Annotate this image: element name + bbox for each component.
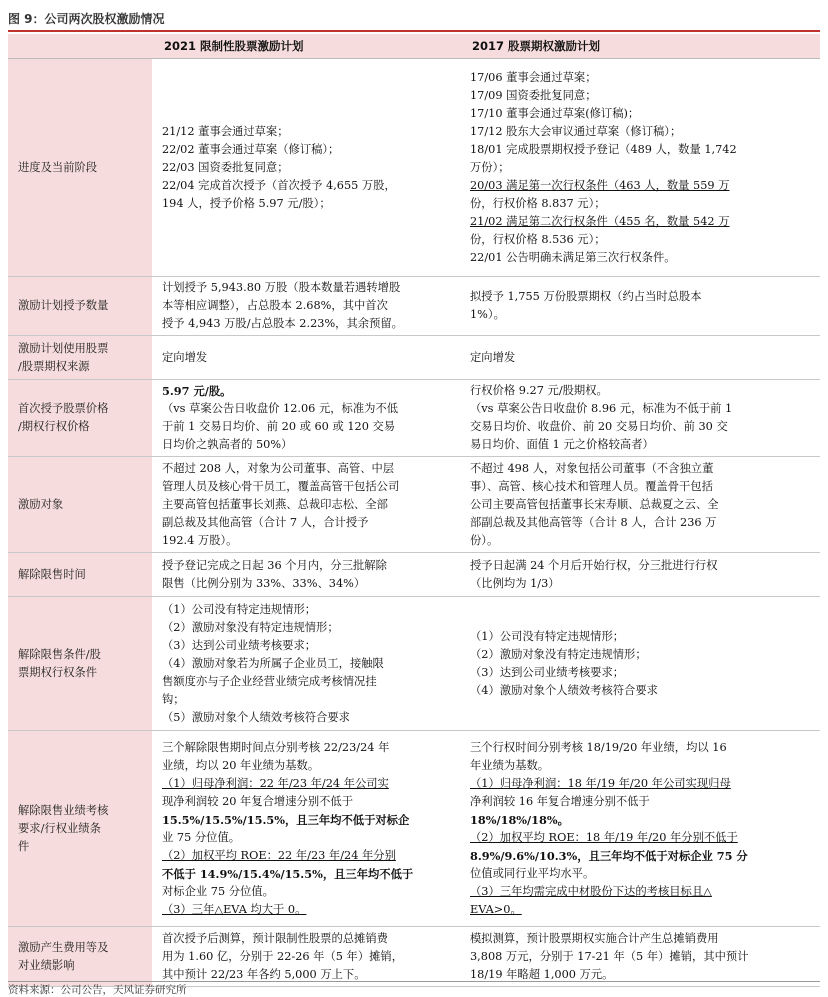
row-label-line: 解除限售业绩考核 <box>18 803 109 817</box>
cell-line: 授予日起满 24 个月后开始行权，分三批进行行权 <box>470 558 718 572</box>
cell-line: （5）激励对象个人绩效考核符合要求 <box>162 710 350 724</box>
cell-line: 20/03 满足第一次行权条件（463 人，数量 559 万 <box>470 178 730 192</box>
cell-line: 业绩，均以 20 年业绩为基数。 <box>162 758 320 772</box>
row-label-cell <box>8 457 152 553</box>
cell-line: 份，行权价格 8.536 元）； <box>470 232 606 246</box>
cell-line: （3）三年△EVA 均大于 0。 <box>162 902 307 916</box>
cell-2021 <box>152 553 460 597</box>
cell-2021 <box>152 731 460 927</box>
cell-line: 不低于 14.9%/15.4%/15.5%，且三年均不低于 <box>162 866 414 881</box>
cell-line: 年业绩为基数。 <box>470 758 550 772</box>
row-label-line: 进度及当前阶段 <box>18 160 98 174</box>
cell-line: （1）公司没有特定违规情形； <box>470 629 625 643</box>
cell-line: 22/02 董事会通过草案（修订稿）； <box>162 142 340 156</box>
cell-2021 <box>152 336 460 380</box>
cell-line: 17/06 董事会通过草案； <box>470 70 597 84</box>
table-row <box>8 380 820 457</box>
row-label-line: /股票期权来源 <box>18 359 90 373</box>
table-header-row <box>8 34 820 59</box>
row-label-cell <box>8 336 152 380</box>
cell-line: 授予登记完成之日起 36 个月内，分三批解除 <box>162 558 387 572</box>
cell-line: 副总裁及其他高管（合计 7 人，合计授予 <box>162 515 369 529</box>
row-label-line: 解除限售条件/股 <box>18 647 101 661</box>
row-label-line: 激励计划使用股票 <box>18 341 109 355</box>
row-label-line: 解除限售时间 <box>18 567 86 581</box>
cell-2017 <box>460 597 820 731</box>
cell-line: 194 人，授予价格 5.97 元/股）； <box>162 196 331 210</box>
cell-line: 三个行权时间分别考核 18/19/20 年业绩，均以 16 <box>470 740 727 754</box>
row-label-line: /期权行权价格 <box>18 420 90 433</box>
cell-line: 模拟测算，预计股票期权实施合计产生总摊销费用 <box>470 931 719 945</box>
cell-2021 <box>152 457 460 553</box>
cell-line: 1%）。 <box>470 308 505 321</box>
cell-2017 <box>460 457 820 553</box>
cell-line: EVA>0。 <box>470 902 522 916</box>
cell-line: 不超过 498 人，对象包括公司董事（不含独立董 <box>470 461 714 475</box>
incentive-comparison-table <box>8 34 820 987</box>
cell-line: 17/10 董事会通过草案(修订稿)； <box>470 106 640 120</box>
row-label-line: 激励产生费用等及 <box>18 940 109 954</box>
row-label-line: 要求/行权业绩条 <box>18 821 101 835</box>
cell-line: （2）加权平均 ROE：22 年/23 年/24 年分别 <box>162 848 396 862</box>
cell-line: 22/03 国资委批复同意； <box>162 160 289 174</box>
cell-line: 万份）； <box>470 160 510 174</box>
cell-line: 17/12 股东大会审议通过草案（修订稿）； <box>470 124 682 138</box>
cell-2017 <box>460 380 820 457</box>
cell-2021 <box>152 380 460 457</box>
cell-line: 192.4 万股）。 <box>162 533 238 547</box>
cell-line: 管理人员及核心骨干员工，覆盖高管干包括公司 <box>162 479 400 493</box>
cell-line: 15.5%/15.5%/15.5%，且三年均不低于对标企 <box>162 812 410 827</box>
cell-line: 对标企业 75 分位值。 <box>162 884 274 898</box>
cell-2017 <box>460 336 820 380</box>
cell-line: 现净利润较 20 年复合增速分别不低于 <box>162 794 354 808</box>
cell-2021 <box>152 277 460 336</box>
cell-line: （3）三年均需完成中材股份下达的考核目标且△ <box>470 884 712 898</box>
cell-line: 18/01 完成股票期权授予登记（489 人，数量 1,742 <box>470 142 737 156</box>
row-label-cell <box>8 597 152 731</box>
row-label-cell <box>8 731 152 927</box>
cell-line: 计划授予 5,943.80 万股（股本数量若遇转增股 <box>162 281 401 294</box>
cell-line: 售额度亦与子企业经营业绩完成考核情况挂 <box>162 674 377 688</box>
cell-2021 <box>152 59 460 277</box>
cell-line: 拟授予 1,755 万份股票期权（约占当时总股本 <box>470 290 702 303</box>
cell-line: 份，行权价格 8.837 元）； <box>470 196 606 210</box>
row-label-line: 票期权行权条件 <box>18 665 98 679</box>
cell-line: 21/02 满足第二次行权条件（455 名，数量 542 万 <box>470 214 730 228</box>
cell-line: 净利润较 16 年复合增速分别不低于 <box>470 794 650 808</box>
cell-line: 18%/18%/18%。 <box>470 812 569 827</box>
cell-line: 8.9%/9.6%/10.3%，且三年均不低于对标企业 75 分 <box>470 848 748 863</box>
table-row <box>8 59 820 277</box>
cell-line: 业 75 分位值。 <box>162 830 241 844</box>
header-cell-2021-plan: 2021 限制性股票激励计划 <box>152 34 460 59</box>
row-label-line: 激励计划授予数量 <box>18 299 109 312</box>
cell-line: 21/12 董事会通过草案； <box>162 124 289 138</box>
cell-line: （1）公司没有特定违规情形； <box>162 602 317 616</box>
cell-line: 于前 1 交易日均价、前 20 或 60 或 120 交易 <box>162 420 396 433</box>
cell-line: 18/19 年略超 1,000 万元。 <box>470 967 614 981</box>
table-row <box>8 457 820 553</box>
cell-line: （2）加权平均 ROE：18 年/19 年/20 年分别不低于 <box>470 830 738 844</box>
cell-line: （2）激励对象没有特定违规情形； <box>470 647 647 661</box>
cell-line: 事）、高管、核心技术和管理人员。覆盖骨干包括 <box>470 479 713 493</box>
table-row <box>8 277 820 336</box>
row-label-line: 件 <box>18 839 30 853</box>
cell-line: （vs 草案公告日收盘价 8.96 元，标准为不低于前 1 <box>470 402 733 415</box>
source-note: 资料来源：公司公告，天风证券研究所 <box>8 984 187 996</box>
table-row <box>8 553 820 597</box>
table-row <box>8 927 820 987</box>
cell-line: 三个解除限售期时间点分别考核 22/23/24 年 <box>162 740 390 754</box>
cell-line: （3）达到公司业绩考核要求； <box>162 638 317 652</box>
row-label-cell <box>8 380 152 457</box>
cell-2021 <box>152 597 460 731</box>
figure-title: 图 9：公司两次股权激励情况 <box>8 12 165 26</box>
cell-line: （3）达到公司业绩考核要求； <box>470 665 625 679</box>
cell-line: 位值或同行业平均水平。 <box>470 866 595 880</box>
table-row <box>8 731 820 927</box>
cell-line: 易日均价、面值 1 元之价格较高者） <box>470 438 654 451</box>
cell-line: 定向增发 <box>162 350 208 364</box>
cell-line: 其中预计 22/23 年各约 5,000 万上下。 <box>162 967 366 981</box>
cell-2017 <box>460 553 820 597</box>
cell-line: 3,808 万元，分别于 17-21 年（5 年）摊销，其中预计 <box>470 949 749 963</box>
cell-line: 交易日均价、收盘价、前 20 交易日均价、前 30 交 <box>470 420 728 433</box>
table-row <box>8 336 820 380</box>
row-label-cell <box>8 927 152 987</box>
cell-line: （vs 草案公告日收盘价 12.06 元，标准为不低 <box>162 402 399 415</box>
row-label-cell <box>8 59 152 277</box>
cell-line: 22/04 完成首次授予（首次授予 4,655 万股， <box>162 178 396 192</box>
cell-line: （4）激励对象个人绩效考核符合要求 <box>470 683 658 697</box>
cell-line: 授予 4,943 万股/占总股本 2.23%，其余预留。 <box>162 317 403 330</box>
cell-line: （4）激励对象若为所属子企业员工，接触限 <box>162 656 384 670</box>
title-divider <box>8 30 820 32</box>
cell-line: 部副总裁及其他高管等（合计 8 人，合计 236 万 <box>470 515 717 529</box>
cell-line: 用为 1.60 亿，分别于 22-26 年（5 年）摊销， <box>162 949 404 963</box>
cell-line: 定向增发 <box>470 350 516 364</box>
cell-2017 <box>460 731 820 927</box>
cell-line: 行权价格 9.27 元/股期权。 <box>470 384 608 397</box>
cell-2021 <box>152 927 460 987</box>
cell-line: （比例均为 1/3） <box>470 576 560 590</box>
cell-line: 5.97 元/股。 <box>162 384 232 398</box>
cell-line: 公司主要高管包括董事长宋寿顺、总裁夏之云、全 <box>470 497 719 511</box>
cell-2017 <box>460 277 820 336</box>
cell-line: 主要高管包括董事长刘燕、总裁印志松、全部 <box>162 497 388 511</box>
row-label-cell <box>8 277 152 336</box>
row-label-line: 首次授予股票价格 <box>18 402 109 415</box>
cell-line: （1）归母净利润：18 年/19 年/20 年公司实现归母 <box>470 776 731 790</box>
cell-line: 不超过 208 人，对象为公司董事、高管、中层 <box>162 461 395 475</box>
header-cell-2017-plan: 2017 股票期权激励计划 <box>460 34 820 59</box>
row-label-line: 激励对象 <box>18 497 64 511</box>
row-label-cell <box>8 553 152 597</box>
cell-line: 份）。 <box>470 533 499 547</box>
table-row <box>8 597 820 731</box>
cell-2017 <box>460 927 820 987</box>
header-cell-label <box>8 34 152 59</box>
cell-line: 限售（比例分别为 33%、33%、34%） <box>162 576 366 590</box>
cell-2017 <box>460 59 820 277</box>
cell-line: 钩； <box>162 692 185 706</box>
cell-line: 17/09 国资委批复同意； <box>470 88 597 102</box>
cell-line: （2）激励对象没有特定违规情形； <box>162 620 339 634</box>
cell-line: 本等相应调整），占总股本 2.68%，其中首次 <box>162 299 388 312</box>
cell-line: 日均价之孰高者的 50%） <box>162 438 293 451</box>
cell-line: 首次授予后测算，预计限制性股票的总摊销费 <box>162 931 388 945</box>
cell-line: 22/01 公告明确未满足第三次行权条件。 <box>470 250 676 264</box>
row-label-line: 对业绩影响 <box>18 958 75 972</box>
cell-line: （1）归母净利润：22 年/23 年/24 年公司实 <box>162 776 389 790</box>
